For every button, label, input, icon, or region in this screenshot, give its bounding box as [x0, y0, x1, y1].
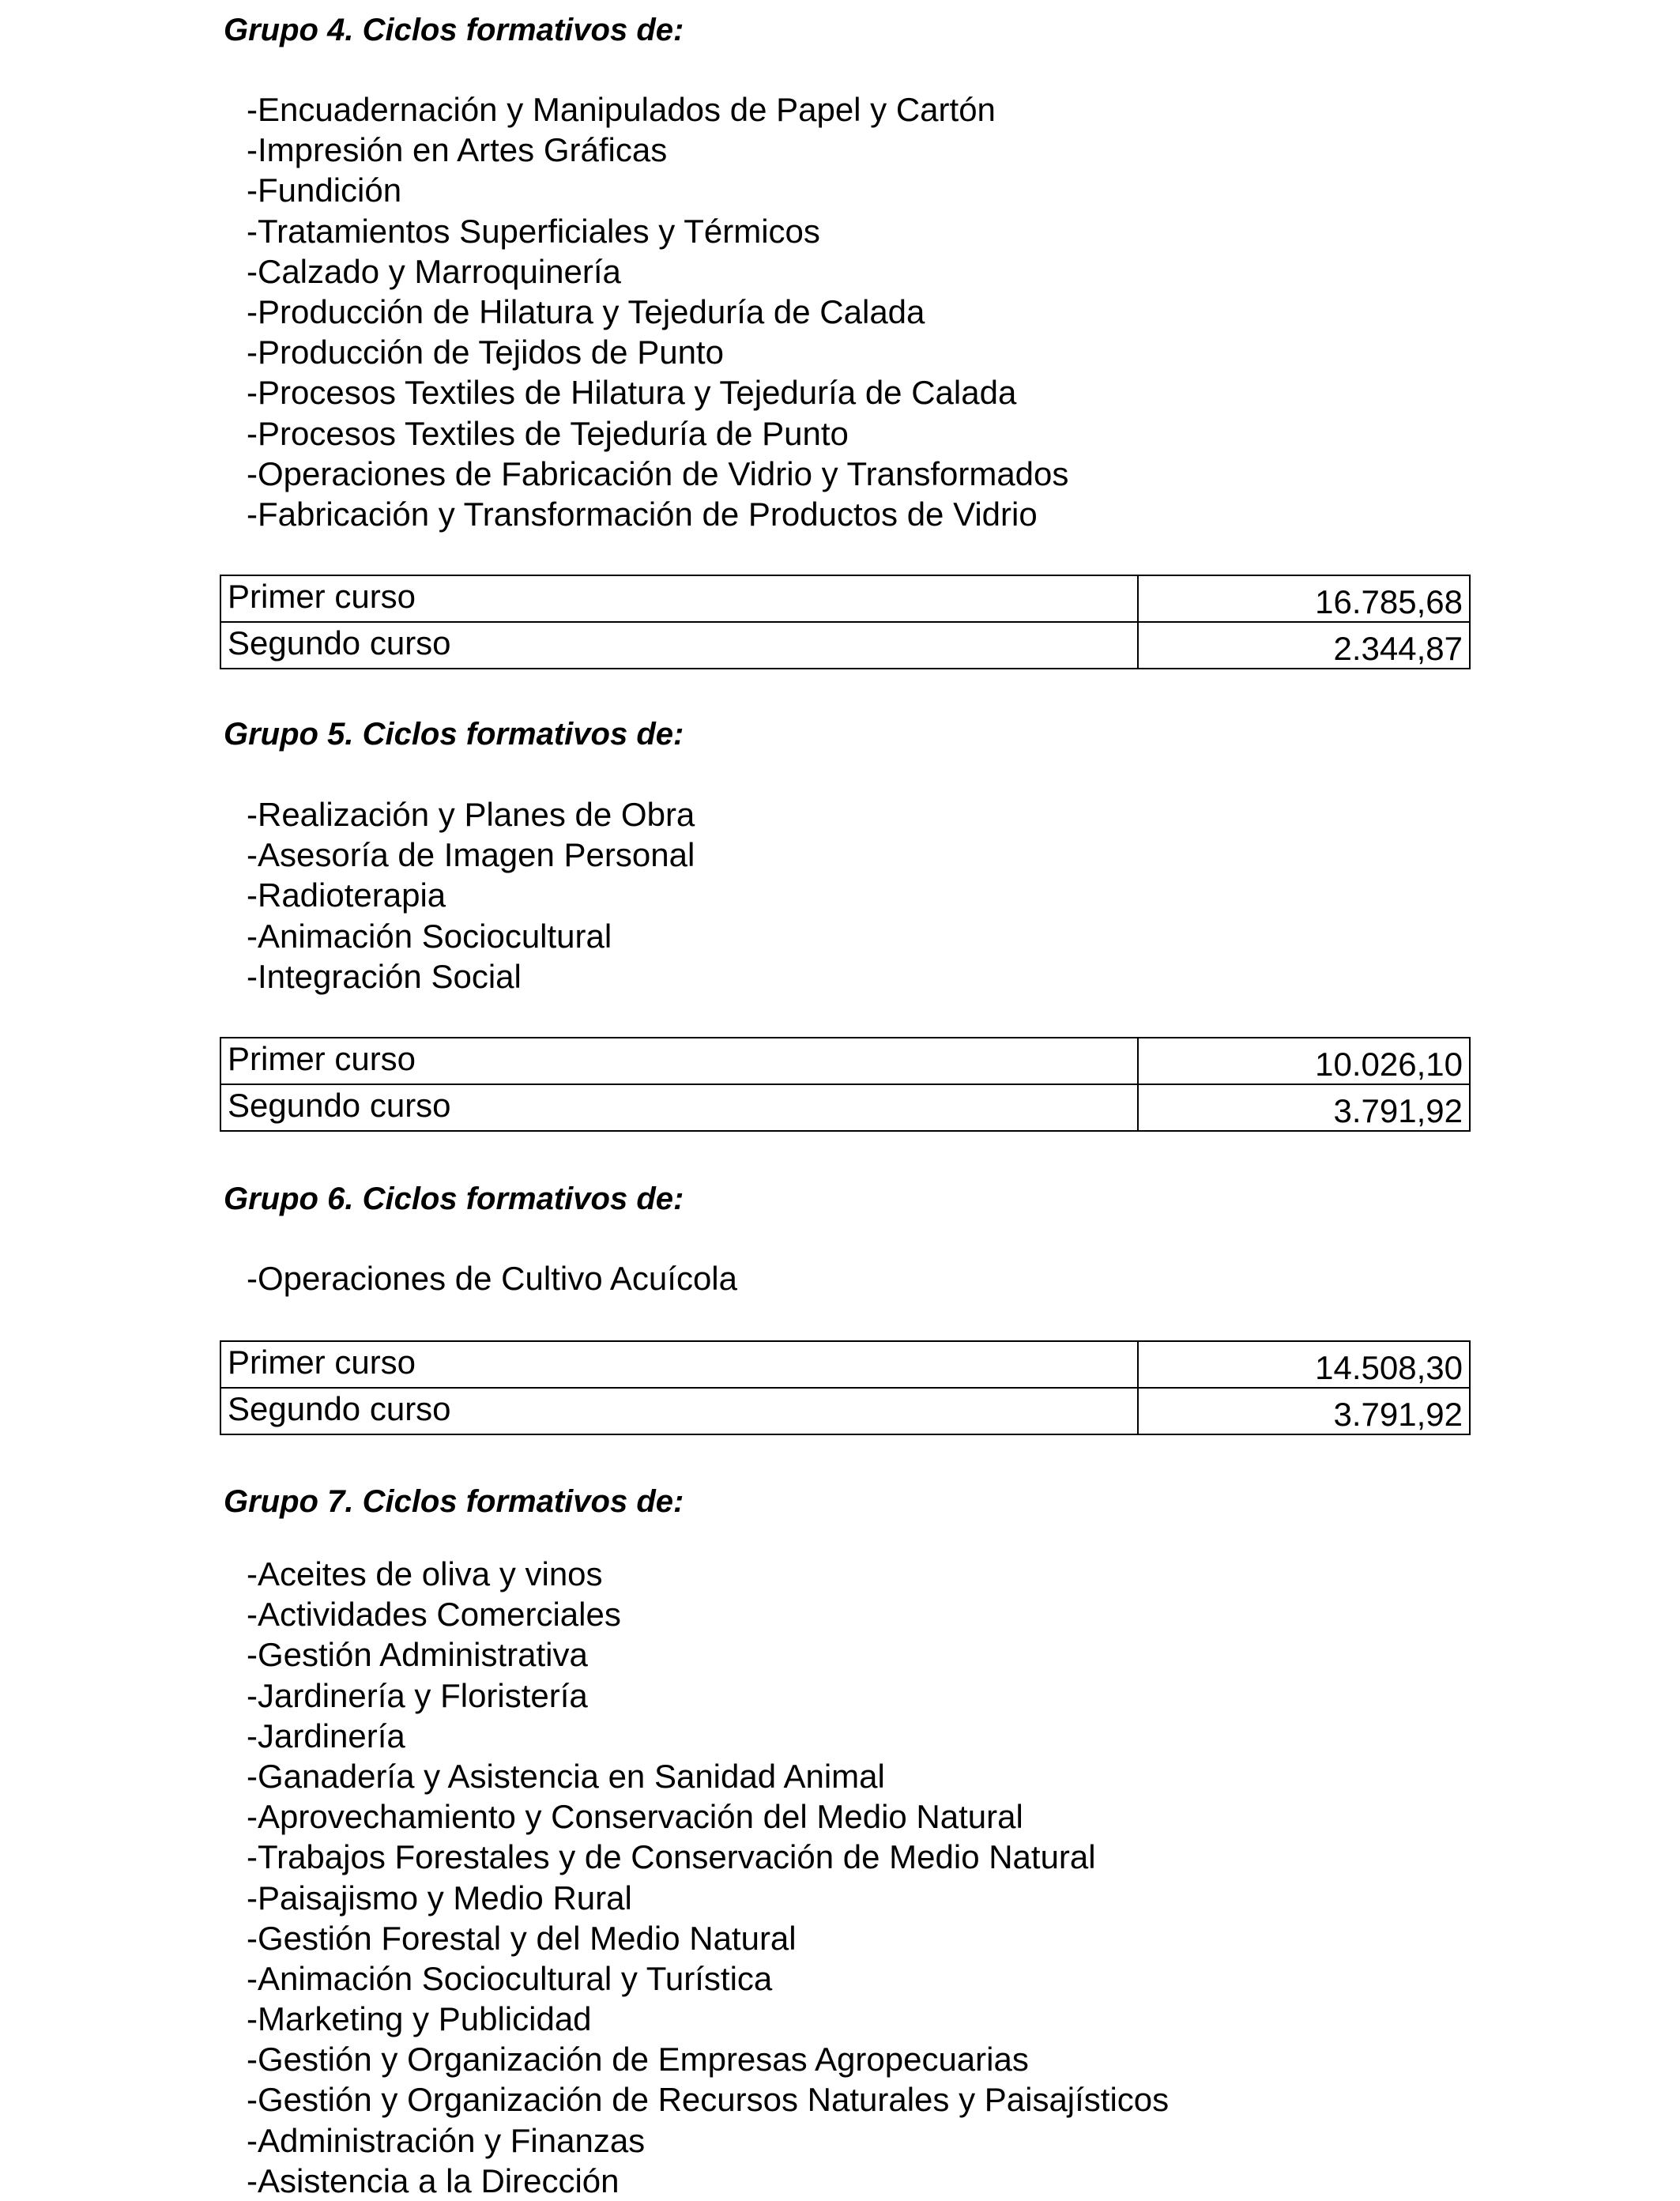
group-title: Grupo 6. Ciclos formativos de:	[224, 1182, 684, 1216]
list-item: -Ganadería y Asistencia en Sanidad Animal	[247, 1757, 885, 1795]
group-title: Grupo 4. Ciclos formativos de:	[224, 13, 684, 47]
table-row	[220, 1084, 1470, 1131]
list-item: -Fundición	[247, 171, 402, 209]
group-title: Grupo 7. Ciclos formativos de:	[224, 1484, 684, 1519]
fee-label: Primer curso	[220, 1341, 1138, 1388]
fee-label: Segundo curso	[220, 1388, 1138, 1434]
list-item: -Radioterapia	[247, 876, 446, 914]
list-item: -Gestión y Organización de Recursos Naturales y Paisajísticos	[247, 2081, 1170, 2119]
table-row	[220, 575, 1470, 622]
list-item: -Gestión Administrativa	[247, 1636, 588, 1674]
table-row	[220, 1341, 1470, 1388]
list-item: -Paisajismo y Medio Rural	[247, 1879, 632, 1916]
list-item: -Trabajos Forestales y de Conservación de Medio Natural	[247, 1838, 1096, 1876]
list-item: -Producción de Tejidos de Punto	[247, 334, 724, 371]
fee-label: Primer curso	[220, 575, 1138, 622]
list-item: -Operaciones de Cultivo Acuícola	[247, 1260, 737, 1297]
group-title: Grupo 5. Ciclos formativos de:	[224, 717, 684, 752]
course-list	[247, 89, 1068, 534]
list-item: -Impresión en Artes Gráficas	[247, 131, 668, 169]
list-item: -Tratamientos Superficiales y Térmicos	[247, 212, 820, 250]
list-item: -Actividades Comerciales	[247, 1596, 621, 1634]
list-item: -Aprovechamiento y Conservación del Medio Natural	[247, 1798, 1023, 1836]
fee-table	[220, 575, 1471, 669]
list-item: -Procesos Textiles de Tejeduría de Punto	[247, 414, 849, 452]
list-item: -Animación Sociocultural	[247, 917, 612, 955]
table-row	[220, 1388, 1470, 1434]
course-list	[247, 1554, 1169, 2201]
fee-amount: 2.344,87	[1138, 622, 1470, 669]
list-item: -Animación Sociocultural y Turística	[247, 1959, 773, 1997]
list-item: -Asistencia a la Dirección	[247, 2161, 620, 2199]
table-row	[220, 622, 1470, 669]
list-item: -Jardinería	[247, 1717, 405, 1754]
list-item: -Integración Social	[247, 957, 522, 995]
fee-label: Primer curso	[220, 1038, 1138, 1084]
list-item: -Encuadernación y Manipulados de Papel y Cartón	[247, 91, 996, 128]
list-item: -Procesos Textiles de Hilatura y Tejeduría de Calada	[247, 374, 1017, 412]
list-item: -Fabricación y Transformación de Productos de Vidrio	[247, 495, 1038, 533]
fee-table	[220, 1340, 1471, 1435]
fee-amount: 3.791,92	[1138, 1388, 1470, 1434]
fee-amount: 10.026,10	[1138, 1038, 1470, 1084]
list-item: -Gestión y Organización de Empresas Agropecuarias	[247, 2041, 1029, 2079]
list-item: -Marketing y Publicidad	[247, 2000, 592, 2038]
list-item: -Calzado y Marroquinería	[247, 252, 621, 290]
fee-table	[220, 1037, 1471, 1132]
list-item: -Realización y Planes de Obra	[247, 796, 695, 833]
list-item: -Producción de Hilatura y Tejeduría de Calada	[247, 292, 925, 330]
list-item: -Jardinería y Floristería	[247, 1676, 588, 1714]
fee-amount: 3.791,92	[1138, 1084, 1470, 1131]
list-item: -Gestión Forestal y del Medio Natural	[247, 1919, 797, 1957]
list-item: -Aceites de oliva y vinos	[247, 1555, 603, 1592]
list-item: -Operaciones de Fabricación de Vidrio y Transformados	[247, 454, 1069, 492]
course-list	[247, 794, 695, 997]
fee-label: Segundo curso	[220, 1084, 1138, 1131]
fee-label: Segundo curso	[220, 622, 1138, 669]
course-list	[247, 1258, 737, 1298]
fee-amount: 16.785,68	[1138, 575, 1470, 622]
fee-amount: 14.508,30	[1138, 1341, 1470, 1388]
table-row	[220, 1038, 1470, 1084]
list-item: -Administración y Finanzas	[247, 2121, 646, 2159]
list-item: -Asesoría de Imagen Personal	[247, 836, 695, 874]
